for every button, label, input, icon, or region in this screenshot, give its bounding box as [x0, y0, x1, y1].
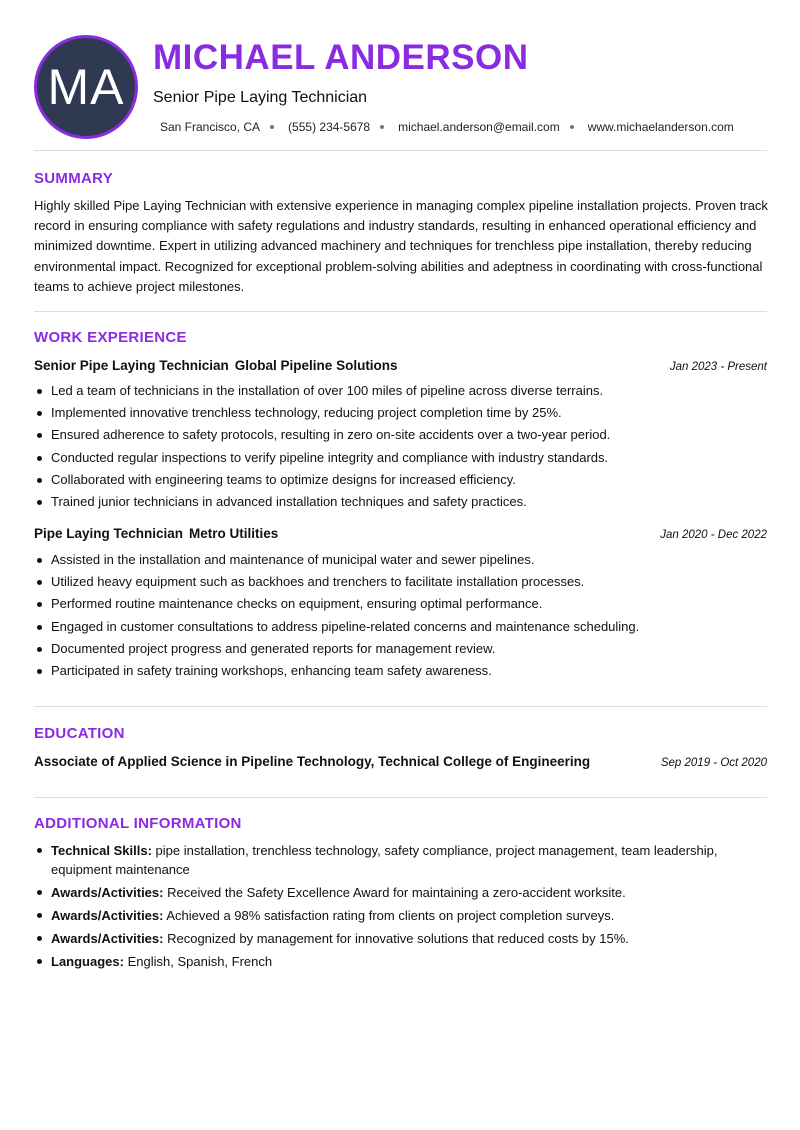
job-title-line: [34, 526, 278, 541]
summary-text: Highly skilled Pipe Laying Technician with extensive experience in managing complex pipeline installation projects. Proven track record in ensuring compliance with safety regulations and industry standards, resulting in enhanced operational efficiency and minimized downtime. Expert in utilizing advanced machinery and techniques for trenchless pipe installation, thereby reducing environmental impact. Recognized for exceptional problem-solving abilities and adeptness in coordinating with cross-functional teams to achieve project milestones.: [34, 198, 768, 294]
info-text: Recognized by management for innovative solutions that reduced costs by 15%.: [167, 931, 629, 946]
job-bullets: [34, 380, 767, 513]
additional-info-heading: ADDITIONAL INFORMATION: [34, 815, 242, 832]
job-bullets: [34, 549, 767, 682]
list-item: Performed routine maintenance checks on equipment, ensuring optimal performance.: [34, 593, 767, 615]
separator-dot: [270, 125, 274, 129]
list-item: [34, 929, 767, 948]
contact-line: [160, 120, 734, 134]
list-item: Conducted regular inspections to verify pipeline integrity and compliance with industry standards.: [34, 447, 767, 469]
contact-website[interactable]: www.michaelanderson.com: [587, 120, 734, 134]
avatar: [34, 35, 138, 139]
contact-location: San Francisco, CA: [160, 120, 261, 134]
education-degree: Associate of Applied Science in Pipeline Technology, Technical College of Engineering: [34, 754, 591, 769]
list-item: Participated in safety training workshops, enhancing team safety awareness.: [34, 660, 767, 682]
job-header: [34, 358, 767, 373]
list-item: [34, 952, 767, 971]
contact-email[interactable]: michael.anderson@email.com: [398, 120, 560, 134]
additional-info-list: [34, 841, 767, 975]
divider: [34, 150, 767, 151]
separator-dot: [380, 125, 384, 129]
summary-heading: SUMMARY: [34, 170, 114, 187]
info-text: Achieved a 98% satisfaction rating from clients on project completion surveys.: [166, 908, 615, 923]
list-item: Assisted in the installation and maintenance of municipal water and sewer pipelines.: [34, 549, 767, 571]
list-item: Engaged in customer consultations to address pipeline-related concerns and maintenance scheduling.: [34, 616, 767, 638]
list-item: Implemented innovative trenchless technology, reducing project completion time by 25%.: [34, 402, 767, 424]
list-item: Documented project progress and generated reports for management review.: [34, 638, 767, 660]
job-header: [34, 526, 767, 541]
info-label: Awards/Activities:: [51, 908, 164, 923]
info-label: Awards/Activities:: [51, 885, 164, 900]
work-experience-heading: WORK EXPERIENCE: [34, 329, 187, 346]
list-item: [34, 841, 767, 879]
list-item: [34, 906, 767, 925]
avatar-initials: MA: [47, 59, 125, 115]
info-label: Languages:: [51, 954, 124, 969]
contact-phone: (555) 234-5678: [288, 120, 371, 134]
divider: [34, 311, 767, 312]
job-dates: Jan 2020 - Dec 2022: [660, 529, 767, 541]
list-item: Trained junior technicians in advanced installation techniques and safety practices.: [34, 491, 767, 513]
info-label: Awards/Activities:: [51, 931, 164, 946]
job-role: Pipe Laying Technician: [34, 526, 184, 541]
job-company: Global Pipeline Solutions: [234, 358, 398, 373]
list-item: Collaborated with engineering teams to optimize designs for increased efficiency.: [34, 469, 767, 491]
education-dates: Sep 2019 - Oct 2020: [660, 757, 767, 769]
info-text: Received the Safety Excellence Award for maintaining a zero-accident worksite.: [167, 885, 626, 900]
info-text: pipe installation, trenchless technology, safety compliance, project management, team leadership, equipment maintenance: [51, 843, 718, 877]
job-dates: Jan 2023 - Present: [669, 361, 767, 373]
job-title-line: [34, 358, 398, 373]
divider: [34, 797, 767, 798]
info-text: English, Spanish, French: [127, 954, 273, 969]
job-role: Senior Pipe Laying Technician: [34, 358, 229, 373]
separator-dot: [570, 125, 574, 129]
list-item: Ensured adherence to safety protocols, resulting in zero on-site accidents over a two-year period.: [34, 424, 767, 446]
divider: [34, 706, 767, 707]
list-item: Led a team of technicians in the installation of over 100 miles of pipeline across diverse terrains.: [34, 380, 767, 402]
list-item: [34, 883, 767, 902]
candidate-name: MICHAEL ANDERSON: [153, 38, 529, 77]
education-entry: [34, 754, 767, 769]
job-company: Metro Utilities: [189, 526, 279, 541]
list-item: Utilized heavy equipment such as backhoes and trenchers to facilitate installation processes.: [34, 571, 767, 593]
candidate-title: Senior Pipe Laying Technician: [153, 89, 368, 106]
education-heading: EDUCATION: [34, 725, 125, 742]
info-label: Technical Skills:: [51, 843, 152, 858]
